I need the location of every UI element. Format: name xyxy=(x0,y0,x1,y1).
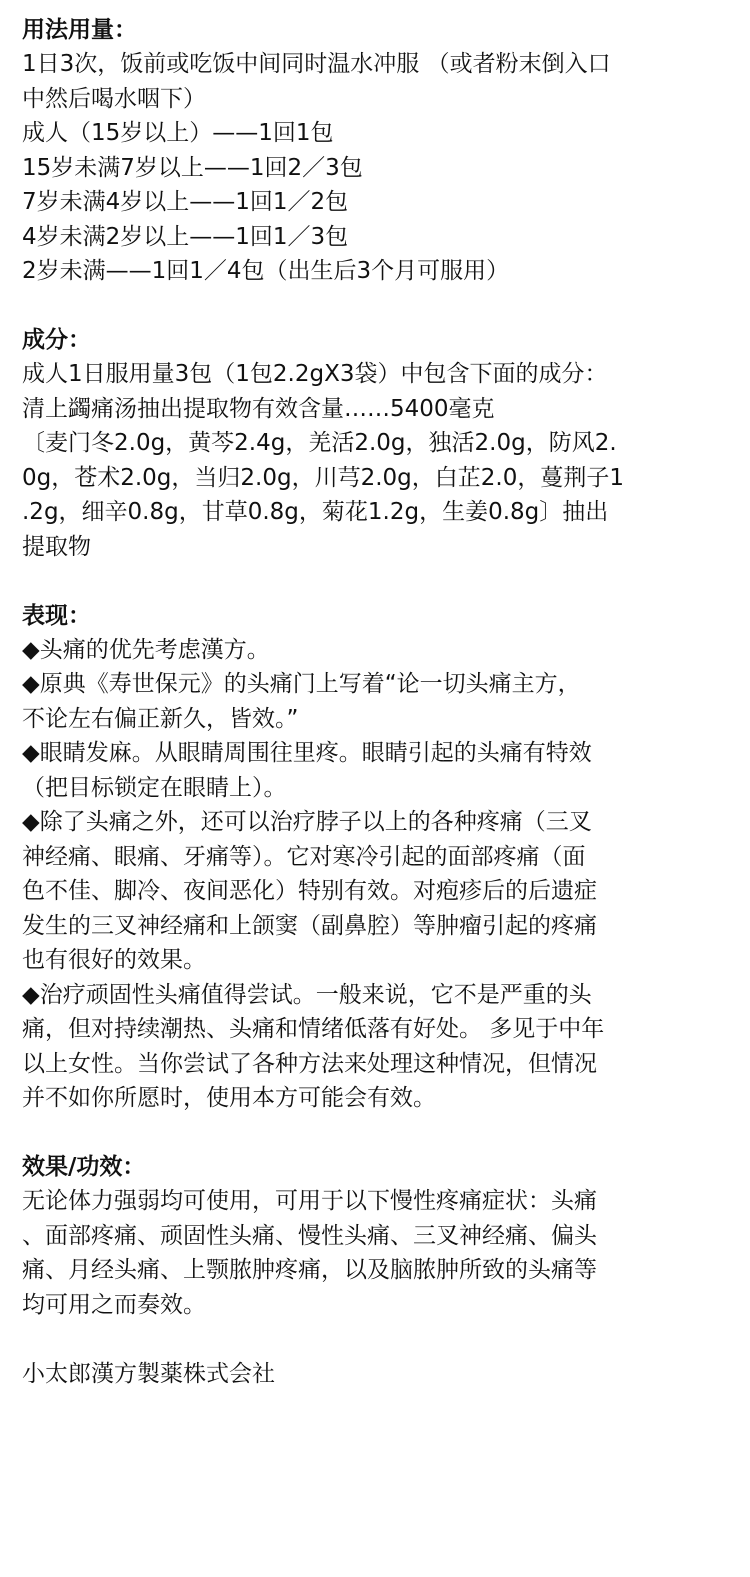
performance-section xyxy=(22,599,728,1116)
performance-line: 发生的三叉神经痛和上颌窦（副鼻腔）等肿瘤引起的疼痛 xyxy=(22,912,597,939)
effects-line: 痛、月经头痛、上颚脓肿疼痛，以及脑脓肿所致的头痛等 xyxy=(22,1257,597,1283)
company-name: 小太郎漢方製薬株式会社 xyxy=(22,1360,275,1387)
ingredients-line: .2g，细辛0.8g，甘草0.8g，菊花1.2g，生姜0.8g〕抽出 xyxy=(22,499,609,525)
performance-line: ◆除了头痛之外，还可以治疗脖子以上的各种疼痛（三叉 xyxy=(22,809,592,835)
dosage-line: 1日3次，饭前或吃饭中间同时温水冲服 （或者粉末倒入口 xyxy=(22,51,611,77)
dosage-line: 中然后喝水咽下） xyxy=(22,85,206,112)
performance-line: 神经痛、眼痛、牙痛等）。它对寒冷引起的面部疼痛（面 xyxy=(22,843,586,870)
performance-line: ◆眼睛发麻。从眼睛周围往里疼。眼睛引起的头痛有特效 xyxy=(22,740,592,766)
effects-line: 、面部疼痛、顽固性头痛、慢性头痛、三叉神经痛、偏头 xyxy=(22,1222,597,1249)
performance-line: 也有很好的效果。 xyxy=(22,947,206,973)
ingredients-line: 〔麦门冬2.0g，黄芩2.4g，羌活2.0g，独活2.0g，防风2. xyxy=(22,430,617,456)
ingredients-line: 提取物 xyxy=(22,533,91,560)
ingredients-line: 成人1日服用量3包（1包2.2gX3袋）中包含下面的成分： xyxy=(22,361,608,387)
performance-line: 色不佳、脚冷、夜间恶化）特别有效。对疱疹后的后遗症 xyxy=(22,878,597,904)
performance-line: ◆原典《寿世保元》的头痛门上写着“论一切头痛主方， xyxy=(22,671,581,697)
effects-heading: 效果/功效： xyxy=(22,1154,146,1180)
spacer xyxy=(22,1116,728,1151)
effects-line: 均可用之而奏效。 xyxy=(22,1291,206,1318)
performance-line: 不论左右偏正新久，皆效。” xyxy=(22,705,299,732)
spacer xyxy=(22,564,728,599)
ingredients-heading: 成分： xyxy=(22,327,91,353)
dosage-line: 15岁未满7岁以上——1回2／3包 xyxy=(22,154,363,181)
effects-section xyxy=(22,1150,728,1322)
dosage-line: 7岁未满4岁以上——1回1／2包 xyxy=(22,189,349,215)
performance-line: 痛，但对持续潮热、头痛和情绪低落有好处。 多见于中年 xyxy=(22,1016,605,1042)
performance-heading: 表现： xyxy=(22,602,91,629)
spacer xyxy=(22,1322,728,1357)
performance-line: ◆治疗顽固性头痛值得尝试。一般来说，它不是严重的头 xyxy=(22,981,592,1008)
performance-line: 以上女性。当你尝试了各种方法来处理这种情况，但情况 xyxy=(22,1050,597,1077)
dosage-section xyxy=(22,13,728,289)
performance-line: ◆头痛的优先考虑漢方。 xyxy=(22,636,270,663)
dosage-line: 成人（15岁以上）——1回1包 xyxy=(22,120,334,146)
ingredients-section xyxy=(22,323,728,564)
ingredients-line: 清上蠲痛汤抽出提取物有效含量……5400毫克 xyxy=(22,395,495,422)
effects-line: 无论体力强弱均可使用，可用于以下慢性疼痛症状：头痛 xyxy=(22,1188,597,1214)
performance-line: 并不如你所愿时，使用本方可能会有效。 xyxy=(22,1085,436,1111)
dosage-heading: 用法用量： xyxy=(22,17,137,43)
ingredients-line: 0g，苍术2.0g，当归2.0g，川芎2.0g，白芷2.0，蔓荆子1 xyxy=(22,464,624,491)
spacer xyxy=(22,289,728,324)
dosage-line: 4岁未满2岁以上——1回1／3包 xyxy=(22,223,349,250)
dosage-line: 2岁未满——1回1／4包（出生后3个月可服用） xyxy=(22,258,510,284)
performance-line: （把目标锁定在眼睛上）。 xyxy=(22,774,287,801)
